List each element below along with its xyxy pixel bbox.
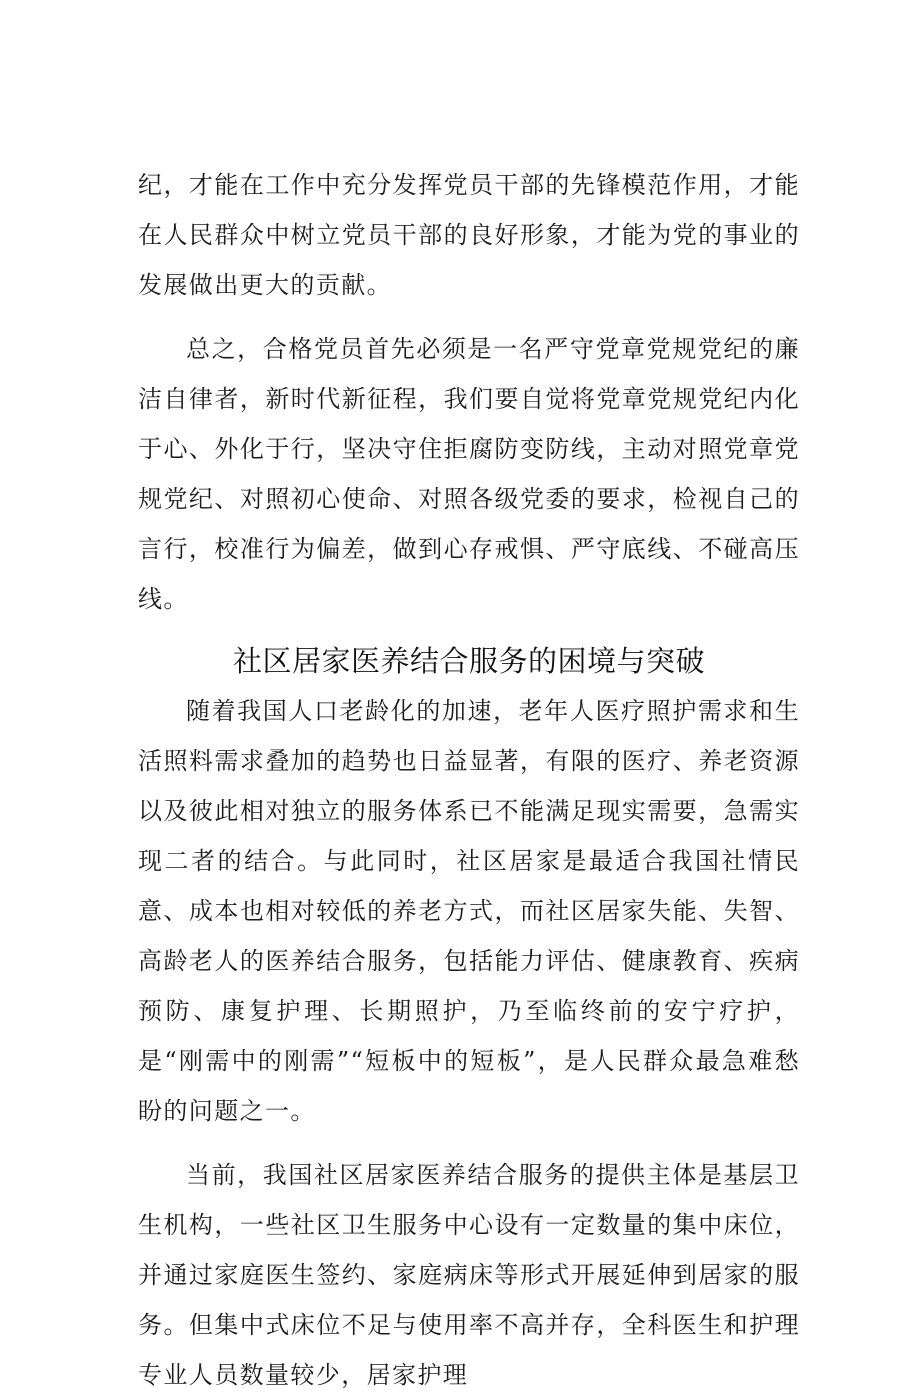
document-body [138,160,800,1400]
paragraph-continuation: 纪，才能在工作中充分发挥党员干部的先锋模范作用，才能在人民群众中树立党员干部的良好形象，才能为党的事业的发展做出更大的贡献。 [138,171,800,299]
paragraph-summary: 总之，合格党员首先必须是一名严守党章党规党纪的廉洁自律者，新时代新征程，我们要自觉将党章党规党纪内化于心、外化于行，坚决守住拒腐防变防线，主动对照党章党规党纪、对照初心使命、对照各级党委的要求，检视自己的言行，校准行为偏差，做到心存戒惧、严守底线、不碰高压线。 [138,335,800,613]
article-title: 社区居家医养结合服务的困境与突破 [232,644,705,678]
paragraph-current-status: 当前，我国社区居家医养结合服务的提供主体是基层卫生机构，一些社区卫生服务中心设有一定数量的集中床位，并通过家庭医生签约、家庭病床等形式开展延伸到居家的服务。但集中式床位不足与使用率不高并存，全科医生和护理专业人员数量较少，居家护理 [138,1161,800,1389]
paragraph-intro: 随着我国人口老龄化的加速，老年人医疗照护需求和生活照料需求叠加的趋势也日益显著，有限的医疗、养老资源以及彼此相对独立的服务体系已不能满足现实需要，急需实现二者的结合。与此同时，社区居家是最适合我国社情民意、成本也相对较低的养老方式，而社区居家失能、失智、高龄老人的医养结合服务，包括能力评估、健康教育、疾病预防、康复护理、长期照护，乃至临终前的安宁疗护，是“刚需中的刚需”“短板中的短板”，是人民群众最急难愁盼的问题之一。 [138,697,800,1125]
